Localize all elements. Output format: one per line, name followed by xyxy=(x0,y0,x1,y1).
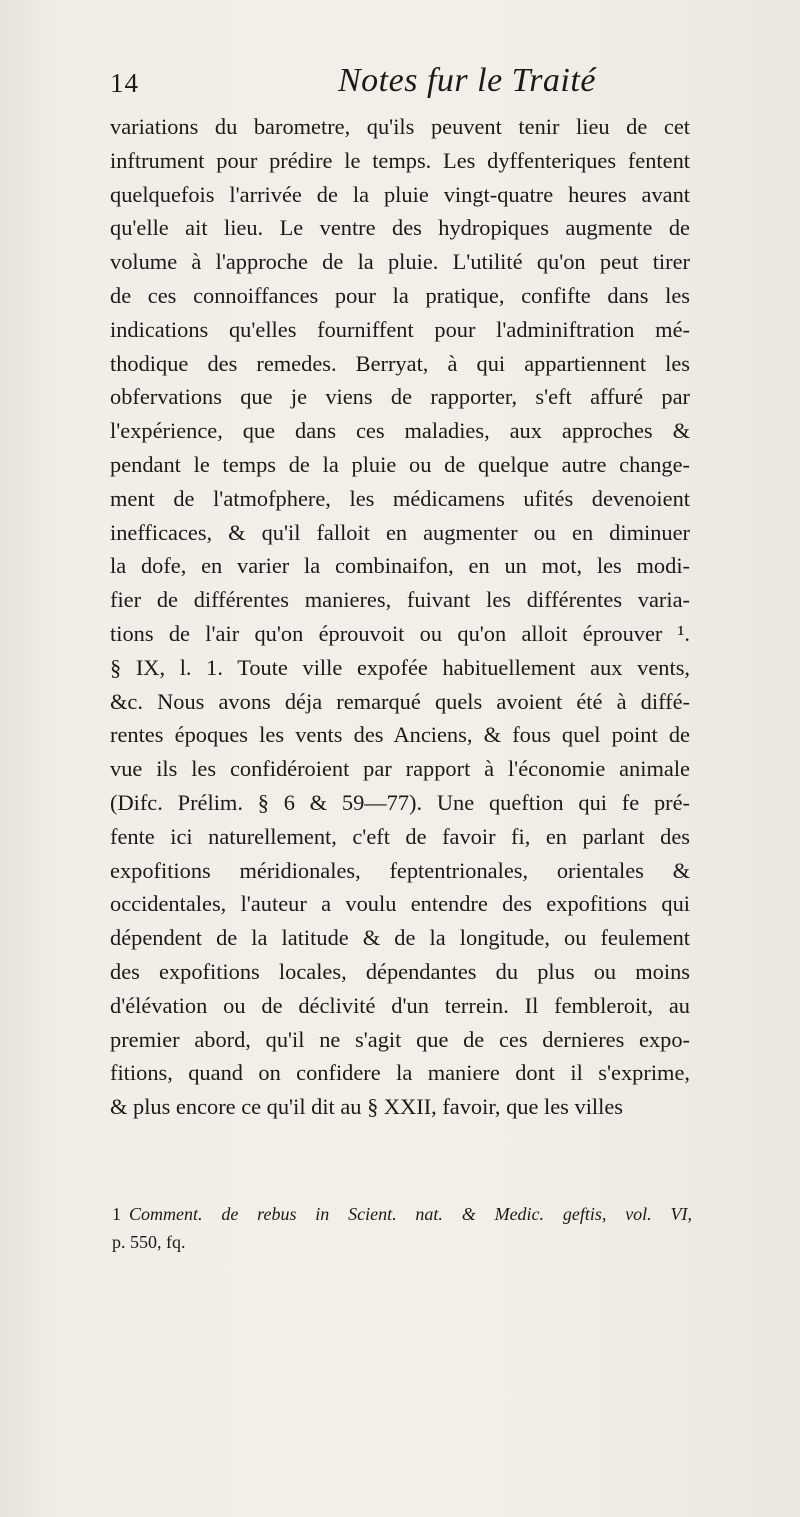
text-line: fente ici naturellement, c'eft de favoir fi, en parlant des xyxy=(110,823,690,849)
text-line: inefficaces, & qu'il falloit en augmenter ou en diminuer xyxy=(110,519,690,545)
text-line: expofitions méridionales, feptentrionales, orientales & xyxy=(110,857,690,883)
text-line: inftrument pour prédire le temps. Les dyffenteriques fentent xyxy=(110,147,690,173)
text-line: ment de l'atmofphere, les médicamens ufités devenoient xyxy=(110,485,690,511)
text-line: volume à l'approche de la pluie. L'utilité qu'on peut tirer xyxy=(110,249,690,275)
text-line: d'élévation ou de déclivité d'un terrein. Il fembleroit, au xyxy=(110,992,690,1018)
text-line: la dofe, en varier la combinaifon, en un mot, les modi- xyxy=(110,553,690,579)
text-line: dépendent de la latitude & de la longitude, ou feulement xyxy=(110,925,690,951)
text-line: (Difc. Prélim. § 6 & 59—77). Une queftion qui fe pré- xyxy=(110,789,690,815)
text-line: premier abord, qu'il ne s'agit que de ces dernieres expo- xyxy=(110,1026,690,1052)
footnote-reference: Comment. de rebus in Scient. nat. & Medic. geftis, vol. VI, xyxy=(129,1204,692,1224)
text-line: vue ils les confidéroient par rapport à l'économie animale xyxy=(110,756,690,782)
text-line: § IX, l. 1. Toute ville expofée habituellement aux vents, xyxy=(110,654,690,680)
text-line: &c. Nous avons déja remarqué quels avoient été à diffé- xyxy=(110,688,690,714)
text-line: fitions, quand on confidere la maniere dont il s'exprime, xyxy=(110,1060,690,1086)
text-line: indications qu'elles fourniffent pour l'adminiftration mé- xyxy=(110,316,690,342)
text-line: quelquefois l'arrivée de la pluie vingt-quatre heures avant xyxy=(110,181,690,207)
text-line: de ces connoiffances pour la pratique, confifte dans les xyxy=(110,282,690,308)
body-text xyxy=(110,110,690,1124)
running-title: Notes fur le Traité xyxy=(338,62,596,99)
footnote xyxy=(112,1200,692,1256)
text-line: & plus encore ce qu'il dit au § XXII, favoir, que les villes xyxy=(110,1094,624,1120)
footnote-mark: 1 xyxy=(112,1204,121,1224)
text-line: l'expérience, que dans ces maladies, aux approches & xyxy=(110,418,690,444)
page-header xyxy=(110,62,670,102)
text-line: tions de l'air qu'on éprouvoit ou qu'on alloit éprouver ¹. xyxy=(110,620,690,646)
text-line: thodique des remedes. Berryat, à qui appartiennent les xyxy=(110,350,690,376)
text-line: pendant le temps de la pluie ou de quelque autre change- xyxy=(110,451,690,477)
text-line: rentes époques les vents des Anciens, & fous quel point de xyxy=(110,722,690,748)
footnote-line xyxy=(112,1200,692,1228)
page-number: 14 xyxy=(110,68,139,98)
text-line: fier de différentes manieres, fuivant les différentes varia- xyxy=(110,587,690,613)
text-line: variations du barometre, qu'ils peuvent tenir lieu de cet xyxy=(110,114,690,139)
text-line: des expofitions locales, dépendantes du plus ou moins xyxy=(110,958,690,984)
text-line: occidentales, l'auteur a voulu entendre des expofitions qui xyxy=(110,891,690,917)
text-line: obfervations que je viens de rapporter, s'eft affuré par xyxy=(110,384,690,410)
text-line: qu'elle ait lieu. Le ventre des hydropiques augmente de xyxy=(110,215,690,241)
footnote-pages: p. 550, fq. xyxy=(112,1232,186,1252)
